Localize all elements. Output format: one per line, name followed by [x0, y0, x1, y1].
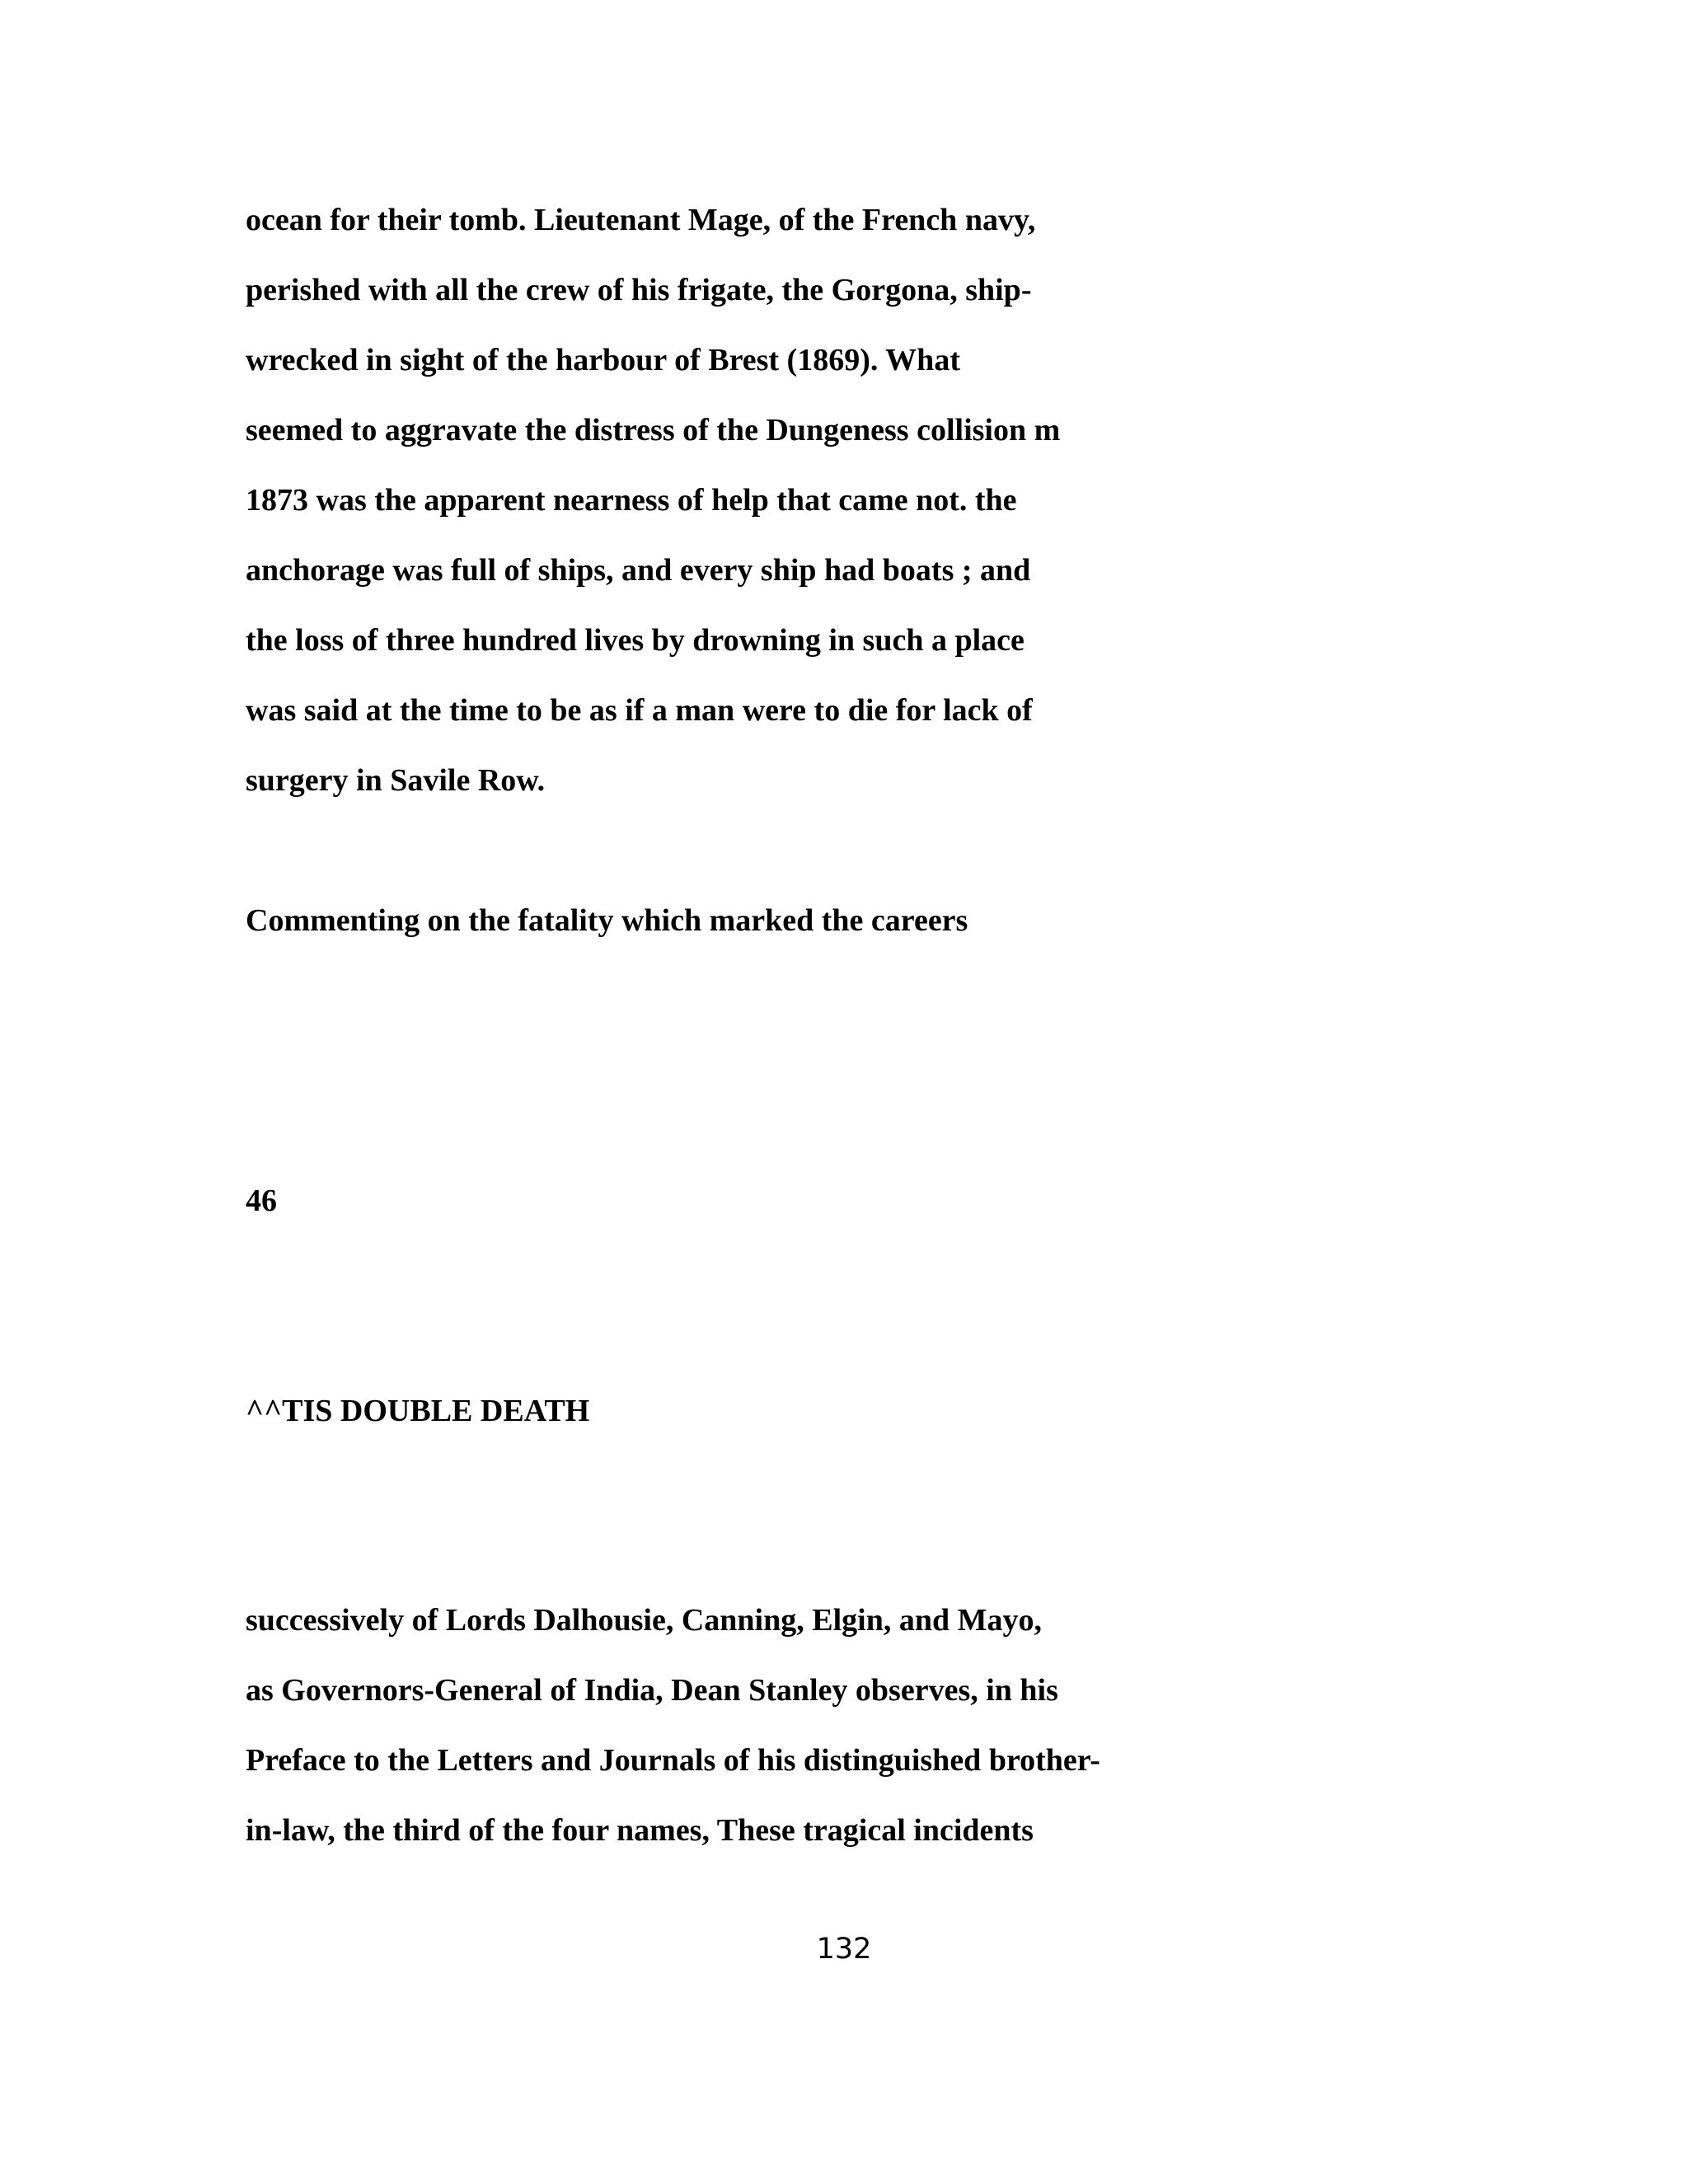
running-header: ^^TIS DOUBLE DEATH — [246, 1394, 590, 1428]
text-line: the loss of three hundred lives by drowning in such a place — [246, 623, 1025, 658]
text-line: Commenting on the fatality which marked the careers — [246, 903, 968, 938]
text-line: successively of Lords Dalhousie, Canning, Elgin, and Mayo, — [246, 1603, 1042, 1638]
text-line: Preface to the Letters and Journals of his distinguished brother- — [246, 1743, 1100, 1778]
text-line: was said at the time to be as if a man were to die for lack of — [246, 693, 1033, 728]
text-line: 1873 was the apparent nearness of help that came not. the — [246, 483, 1017, 518]
text-line: wrecked in sight of the harbour of Brest (1869). What — [246, 343, 960, 377]
text-line: ocean for their tomb. Lieutenant Mage, of the French navy, — [246, 203, 1036, 237]
text-line: in-law, the third of the four names, These tragical incidents — [246, 1813, 1034, 1848]
text-line: perished with all the crew of his frigate, the Gorgona, ship- — [246, 273, 1032, 307]
page-number: 132 — [816, 1933, 872, 1966]
text-line: seemed to aggravate the distress of the Dungeness collision m — [246, 413, 1061, 448]
original-page-number: 46 — [246, 1183, 277, 1218]
text-line: as Governors-General of India, Dean Stanley observes, in his — [246, 1673, 1058, 1708]
text-line: surgery in Savile Row. — [246, 763, 546, 798]
text-line: anchorage was full of ships, and every ship had boats ; and — [246, 553, 1031, 588]
